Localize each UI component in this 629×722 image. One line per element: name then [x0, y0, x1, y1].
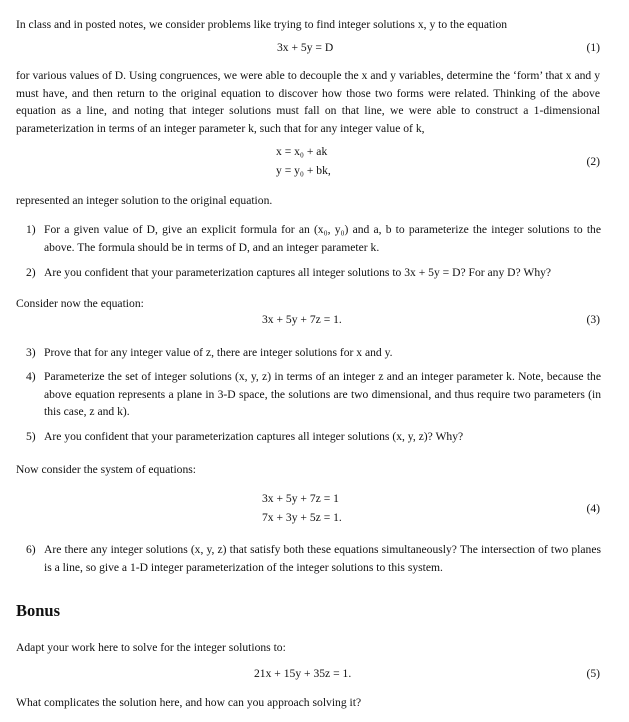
question-text: Are you confident that your parameterization captures all integer solutions (x, y, z)? Why? [44, 430, 464, 443]
equation-4-line-1: 3x + 5y + 7z = 1 [262, 492, 339, 505]
question-number: 3) [26, 346, 36, 359]
equation-5: 21x + 15y + 35z = 1. [254, 667, 352, 680]
bonus-closing: What complicates the solution here, and how can you approach solving it? [16, 696, 362, 709]
equation-2-number: (2) [586, 155, 600, 168]
part2-intro: Consider now the equation: [16, 297, 144, 310]
question-number: 5) [26, 430, 36, 443]
question-text: For a given value of D, give an explicit formula for an (x₀, y₀) and a, b to parameterize the integer solutions to the above. The formula should be in terms of D, and an integer parameter k. [44, 223, 601, 254]
question-1 [26, 221, 601, 256]
equation-4-number: (4) [586, 502, 600, 515]
equation-1-number: (1) [586, 41, 600, 54]
intro-closing: represented an integer solution to the original equation. [16, 194, 273, 207]
question-4 [26, 368, 601, 421]
bonus-intro: Adapt your work here to solve for the integer solutions to: [16, 641, 286, 654]
equation-4-line-2: 7x + 3y + 5z = 1. [262, 511, 342, 524]
bonus-heading: Bonus [16, 601, 61, 620]
question-2 [26, 264, 601, 282]
part3-intro: Now consider the system of equations: [16, 463, 196, 476]
intro-paragraph: for various values of D. Using congruences, we were able to decouple the x and y variables, determine the ‘form’ that x and y must have, and then return to the original equation to discover how those two forms were related. Thinking of the above equation as a line, and noting that integer solutions must fall on that line, we were able to construct a 1-dimensional parameterization in terms of an integer parameter k, such that for any integer value of k, [16, 69, 600, 135]
question-number: 6) [26, 543, 36, 556]
question-5 [26, 428, 601, 446]
equation-2-line-1: x = x₀ + ak [276, 145, 328, 158]
question-number: 2) [26, 266, 36, 279]
equation-5-number: (5) [586, 667, 600, 680]
question-text: Parameterize the set of integer solutions (x, y, z) in terms of an integer z and an integer parameter k. Note, because the above equation represents a plane in 3-D space, the solutions are two dimensional, and thus require two parameters (in this case, z and k). [44, 370, 601, 418]
question-number: 4) [26, 370, 36, 383]
question-text: Prove that for any integer value of z, there are integer solutions for x and y. [44, 346, 393, 359]
question-text: Are you confident that your parameterization captures all integer solutions to 3x + 5y = D? For any D? Why? [44, 266, 552, 279]
equation-2-line-2: y = y₀ + bk, [276, 164, 331, 177]
equation-1: 3x + 5y = D [277, 41, 334, 54]
question-number: 1) [26, 223, 36, 236]
question-3 [26, 344, 601, 362]
question-6 [26, 541, 601, 576]
intro-line: In class and in posted notes, we consider problems like trying to find integer solutions x, y to the equation [16, 18, 508, 31]
equation-3: 3x + 5y + 7z = 1. [262, 313, 342, 326]
equation-3-number: (3) [586, 313, 600, 326]
question-text: Are there any integer solutions (x, y, z) that satisfy both these equations simultaneously? The intersection of two planes is a line, so give a 1-D integer parameterization of the integer solutions to this system. [44, 543, 601, 574]
